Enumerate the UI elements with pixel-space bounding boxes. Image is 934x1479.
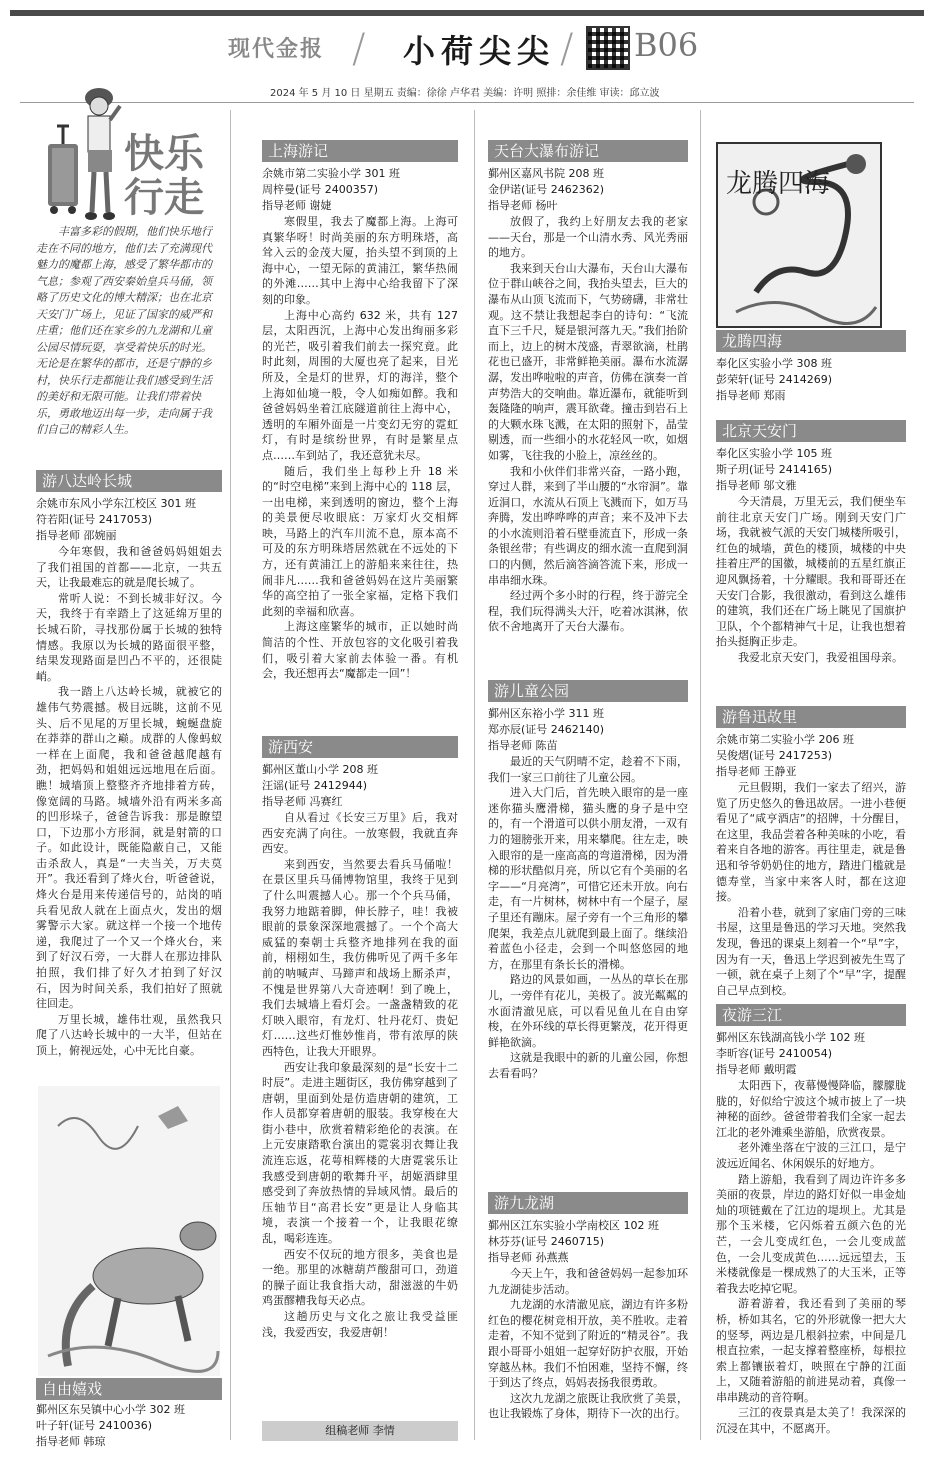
- page-number: B06: [634, 26, 699, 64]
- paragraph: 西安让我印象最深刻的是“长安十二时辰”。走进主题街区，我仿佛穿越到了唐朝，里面到处是仿造唐朝的建筑，工作人员都穿着唐朝的服装。我穿梭在大街小巷中，欣赏着精彩绝伦的表演。在上元安康踏歌台演出的霓裳羽衣舞让我流连忘返，花萼相辉楼的大唐霓裳乐让我感受到唐朝的歌舞升平，胡姬酒肆里感受到了奔放热情的异域风情。最后的压轴节目“高君长安”更是让人身临其境，表演一个接着一个，让我眼花缭乱，喝彩连连。: [262, 1060, 458, 1246]
- article-teacher: 指导老师 冯赛红: [262, 795, 343, 808]
- paragraph: 寒假里，我去了魔都上海。上海可真繁华呀！时尚美丽的东方明珠塔，高耸入云的金茂大厦，抬头望不到顶的上海中心，一望无际的黄浦江，繁华热闹的外滩……其中上海中心给我留下了深刻的印象。: [262, 215, 458, 306]
- paragraph: 随后，我们坐上每秒上升 18 米的“时空电梯”来到上海中心的 118 层，一出电梯，来到透明的窗边，整个上海的美景便尽收眼底：万家灯火交相辉映，马路上的汽车川流不息，原本高不可及的东方明珠塔居然就在不远处的下方，还有黄浦江上的游船来来往往，热闹非凡……我和爸爸妈妈在这片美丽繁华的高空拍了一张全家福，定格下我们此刻的幸福和欣喜。: [262, 464, 458, 618]
- article-title: 游西安: [262, 736, 458, 758]
- article-shanghai: [262, 140, 458, 720]
- article-title: 北京天安门: [716, 420, 906, 442]
- article-school: 余姚市第二实验小学 301 班: [262, 167, 400, 180]
- intro-text: 丰富多彩的假期，他们快乐地行走在不同的地方，他们去了充满现代魅力的魔都上海，感受了繁华都市的气息；参观了西安秦始皇兵马俑，领略了历史文化的博大精深；也在北京天安门广场上，见证了国家的威严和庄重；他们还在家乡的九龙湖和儿童公园尽情玩耍，享受着快乐的时光。无论是在繁华的都市，还是宁静的乡村，快乐行走都能让我们感受到生活的美好和无限可能。让我们带着快乐，勇敢地迈出每一步，走向属于我们自己的精彩人生。: [36, 225, 212, 436]
- article-school: 余姚市第二实验小学 206 班: [716, 733, 854, 746]
- article-title: 游儿童公园: [488, 680, 688, 702]
- article-student: 符若阳(证号 2417053): [36, 513, 153, 526]
- article-title: 游鲁迅故里: [716, 706, 906, 728]
- artwork-student: 叶子轩(证号 2410036): [36, 1419, 153, 1432]
- header-rule: [20, 102, 914, 103]
- paragraph: 西安不仅玩的地方很多，美食也是一绝。那里的冰糖葫芦酸甜可口，劲道的臊子面让我食指大动，甜滋滋的牛奶鸡蛋醪糟我每天必点。: [262, 1247, 458, 1308]
- paragraph: 踏上游船，我看到了周边许许多多美丽的夜景，岸边的路灯好似一串金灿灿的项链戴在了江边的堤坝上。尤其是那个玉米楼，它闪烁着五颜六色的光芒，一会儿变成红色，一会儿变成蓝色，一会儿变成黄色……远远望去，玉米楼就像是一棵成熟了的大玉米，正等着我去吃掉它呢。: [716, 1172, 906, 1295]
- article-student: 郑亦辰(证号 2462140): [488, 723, 605, 736]
- masthead-divider: /: [352, 26, 366, 72]
- editor-credit: 组稿老师 李情: [262, 1421, 458, 1441]
- paragraph: 游着游着，我还看到了美丽的琴桥，桥如其名，它的外形就像一把大大的竖琴，两边是几根斜拉索，中间是几根直拉索，一起支撑着整座桥，每根拉索上都镶嵌着灯，映照在宁静的江面上，又随着游船的前进晃动着，真像一串串跳动的音符啊。: [716, 1297, 906, 1404]
- paragraph: 今天清晨，万里无云，我们便坐车前往北京天安门广场。刚到天安门广场，我就被气派的天安门城楼所吸引，红色的城墙，黄色的楼顶，城楼的中央挂着庄严的国徽，城楼前的五星红旗正迎风飘扬着，十分耀眼。我和哥哥还在天安门合影，我很激动，看到这么雄伟的建筑，我们还在广场上眺见了国旗护卫队，个个都精神气十足，让我也想着抬头挺胸正步走。: [716, 495, 906, 649]
- paragraph: 万里长城，雄伟壮观，虽然我只爬了八达岭长城中的一大半，但站在顶上，俯视远处，心中无比自豪。: [36, 1012, 222, 1057]
- top-rule: [10, 10, 924, 16]
- article-teacher: 指导老师 王静亚: [716, 765, 797, 778]
- article-ertong: [488, 680, 688, 1180]
- article-school: 鄞州区东裕小学 311 班: [488, 707, 604, 720]
- article-title: 天台大瀑布游记: [488, 140, 688, 162]
- artwork-school: 奉化区实验小学 308 班: [716, 357, 832, 370]
- article-xian: [262, 736, 458, 1416]
- masthead-divider: /: [560, 26, 574, 72]
- article-teacher: 指导老师 杨叶: [488, 199, 558, 212]
- article-sanjiang: [716, 1004, 906, 1442]
- article-student: 汪谣(证号 2412944): [262, 779, 368, 792]
- article-title: 上海游记: [262, 140, 458, 162]
- article-school: 鄞州区江东实验小学南校区 102 班: [488, 1219, 659, 1232]
- girl-with-suitcase-illustration: [44, 76, 130, 226]
- paragraph: 这次九龙湖之旅既让我欣赏了美景，也让我锻炼了身体，期待下一次的出行。: [488, 1391, 688, 1421]
- paragraph: 三江的夜景真是太美了！我深深的沉浸在其中，不愿离开。: [716, 1406, 906, 1436]
- paragraph: 最近的天气阴晴不定，趁着不下雨，我们一家三口前往了儿童公园。: [488, 755, 688, 784]
- paragraph: 老外滩坐落在宁波的三江口，是宁波远近闻名、休闲娱乐的好地方。: [716, 1141, 906, 1170]
- paragraph: 九龙湖的水清澈见底，湖边有许多粉红色的樱花树竞相开放，美不胜收。走着走着，不知不觉到了附近的“精灵谷”。我跟小哥哥小姐姐一起穿好防护衣服，开始穿越丛林。我们不怕困难，坚持不懈，终于到达了终点，妈妈表扬我很勇敢。: [488, 1298, 688, 1390]
- column-divider: [474, 110, 475, 1440]
- paragraph: 上海中心高约 632 米，共有 127 层，太阳西沉，上海中心发出绚丽多彩的光芒，吸引着我们前去一探究竟。此时此刻，周围的大厦也亮了起来，目光所及，全是灯的世界，灯的海洋，整个上海如仙境一般，令人如痴如醉。我和爸爸妈妈坐着江底隧道前往上海中心，透明的车厢外面是一片变幻无穷的霓虹灯，有时是缤纷世界，有时是繁星点点……车到站了，我还意犹未尽。: [262, 308, 458, 462]
- article-jiulonghu: [488, 1192, 688, 1442]
- artwork-ziyou: [36, 1378, 222, 1448]
- article-title: 游九龙湖: [488, 1192, 688, 1214]
- issue-info: 2024 年 5 月 10 日 星期五 责编：徐徐 卢华君 美编：许明 照排：余佳维 审读：邱立波: [270, 88, 660, 99]
- article-luxun: [716, 706, 906, 996]
- article-school: 鄞州区嘉风书院 208 班: [488, 167, 604, 180]
- article-student: 李昕容(证号 2410054): [716, 1047, 833, 1060]
- newspaper-brand: 现代金报: [228, 36, 325, 62]
- article-title: 游八达岭长城: [36, 470, 222, 492]
- paragraph: 我来到天台山大瀑布，天台山大瀑布位于群山峡谷之间，我抬头望去，巨大的瀑布从山顶飞流而下，气势磅礴，非常壮观。这不禁让我想起李白的诗句：“飞流直下三千尺，疑是银河落九天。”我们抬阶而上，边上的树木茂盛，青翠欲滴，杜鹃花也已盛开，非常鲜艳美丽。瀑布水流潺潺，发出哗啦啦的声音，仿佛在演奏一首声势浩大的交响曲。靠近瀑布，就能听到轰隆隆的响声，震耳欲聋。撞击到岩石上的大颗水珠飞溅，在太阳的照射下，晶莹剔透，而一些细小的水花轻风一吹，如烟如雾，飞往我的小脸上，凉丝丝的。: [488, 261, 688, 462]
- article-student: 金伊诺(证号 2462362): [488, 183, 605, 196]
- paragraph: 今天上午，我和爸爸妈妈一起参加环九龙湖徒步活动。: [488, 1267, 688, 1296]
- paragraph: 放假了，我约上好朋友去我的老家——天台，那是一个山清水秀、风光秀丽的地方。: [488, 215, 688, 260]
- artwork-teacher: 指导老师 郑雨: [716, 389, 786, 402]
- artwork-student: 彭荣轩(证号 2414269): [716, 373, 833, 386]
- article-teacher: 指导老师 谢婕: [262, 199, 332, 212]
- paragraph: 经过两个多小时的行程，终于游完全程，我们玩得满头大汗，吃着冰淇淋，依依不舍地离开了天台大瀑布。: [488, 589, 688, 634]
- article-teacher: 指导老师 邵婉丽: [36, 529, 117, 542]
- paragraph: 这就是我眼中的新的儿童公园，你想去看看吗？: [488, 1051, 688, 1080]
- artwork-school: 鄞州区东吴镇中心小学 302 班: [36, 1403, 185, 1416]
- section-title: 小荷尖尖: [403, 32, 556, 70]
- column-divider: [700, 110, 701, 1440]
- artwork-longteng: [716, 330, 906, 410]
- lizard-drawing: [38, 1086, 220, 1376]
- article-tiantai: [488, 140, 688, 670]
- article-school: 奉化区实验小学 105 班: [716, 447, 832, 460]
- article-student: 林芬芬(证号 2460715): [488, 1235, 605, 1248]
- paragraph: 这趟历史与文化之旅让我受益匪浅，我爱西安，我爱唐朝！: [262, 1310, 458, 1339]
- article-badaling: [36, 470, 222, 1100]
- intro-title: 快乐行走: [124, 130, 204, 221]
- article-student: 周梓曼(证号 2400357): [262, 183, 379, 196]
- article-teacher: 指导老师 邬文雅: [716, 479, 797, 492]
- paragraph: 来到西安，当然要去看兵马俑啦！在景区里兵马俑博物馆里，我终于见到了什么叫震撼人心。那一个个兵马俑，我努力地踮着脚，伸长脖子，哇！我被眼前的景象深深地震撼了。一个个高大威猛的秦朝士兵整齐地排列在我的面前，栩栩如生，我仿佛听见了两千多年前的呐喊声、马蹄声和战场上厮杀声，不愧是世界第八大奇迹啊！到了晚上，我们去城墙上看灯会。一盏盏精致的花灯映入眼帘，有龙灯、牡丹花灯、贵妃灯……这些灯惟妙惟肖，带有浓厚的陕西特色，让我大开眼界。: [262, 857, 458, 1058]
- article-teacher: 指导老师 戴明霞: [716, 1063, 797, 1076]
- paragraph: 路边的风景如画，一丛丛的草长在那儿，一旁伴有花儿，美极了。波光粼粼的水面清澈见底，可以看见鱼儿在自由穿梭，在外环线的草长得更繁茂，花开得更鲜艳欲滴。: [488, 973, 688, 1049]
- paragraph: 上海这座繁华的城市，正以她时尚简洁的个性、开放包容的文化吸引着我们，吸引着大家前去体验一番。有机会，我还想再去“魔都走一回”！: [262, 620, 458, 681]
- paragraph: 我和小伙伴们非常兴奋，一路小跑，穿过人群，来到了半山腰的“水帘洞”。靠近洞口，水流从石顶上飞溅而下，如万马奔腾，发出哗哗哗的声音；来不及冲下去的小水流则沿着石壁垂流直下，形成一条条银丝带；有些调皮的细水流一直爬到洞口的内侧，然后滴答滴答流下来，形成一串串细水珠。: [488, 464, 688, 587]
- qr-code-icon: [586, 26, 630, 70]
- article-school: 余姚市东风小学东江校区 301 班: [36, 497, 196, 510]
- article-teacher: 指导老师 孙燕燕: [488, 1251, 569, 1264]
- paragraph: 我一踏上八达岭长城，就被它的雄伟气势震撼。极目远眺，这前不见头、后不见尾的万里长城，蜿蜒盘旋在莽莽的群山之巅。成群的人像蚂蚁一样在上面爬，我和爸爸越爬越有劲，把妈妈和姐姐远远地甩在后面。瞧！城墙顶上整整齐齐地排着方砖，像宽阔的马路。城墙外沿有两米多高的凹形垛子，爸爸告诉我：那是瞭望口，下边那小方形洞，就是射箭的口子。如此设计，既能隐蔽自己，又能击杀敌人，真是“一夫当关，万夫莫开”。我还看到了烽火台，听爸爸说，烽火台是用来传递信号的，站岗的哨兵看见敌人就在上面点火，发出的烟雾警示大家。就这样一个接一个地传递，我爬过了一个又一个烽火台，来到了好汉石旁，一大群人在那边排队拍照，我们排了好久才拍到了好汉石，因为时间关系，我们拍好了照就往回走。: [36, 685, 222, 1011]
- paragraph: 元旦假期，我们一家去了绍兴，游览了历史悠久的鲁迅故居。一进小巷便看见了“咸亨酒店”的招牌，十分醒目，在这里，我品尝着各种美味的小吃，看着来自各地的游客。再往里走，就是鲁迅和爷爷奶奶住的地方，踏进门槛就是德寿堂，当家中来客人时，都在这迎接。: [716, 781, 906, 904]
- paragraph: 太阳西下，夜幕慢慢降临，朦朦胧胧的，好似给宁波这个城市披上了一块神秘的面纱。爸爸带着我们全家一起去江北的老外滩乘坐游船，欣赏夜景。: [716, 1079, 906, 1139]
- artwork-teacher: 指导老师 韩琼: [36, 1435, 106, 1448]
- paragraph: 今年寒假，我和爸爸妈妈姐姐去了我们祖国的首都——北京，一共五天，让我最难忘的就是爬长城了。: [36, 545, 222, 590]
- article-title: 夜游三江: [716, 1004, 906, 1026]
- paragraph: 自从看过《长安三万里》后，我对西安充满了向往。一放寒假，我就直奔西安。: [262, 811, 458, 856]
- artwork-title: 自由嬉戏: [36, 1378, 222, 1400]
- paragraph: 沿着小巷，就到了家庙门旁的三味书屋，这里是鲁迅的学习天地。突然我发现，鲁迅的课桌上刻着一个“早”字，因为有一天，鲁迅上学迟到被先生骂了一顿，就在桌子上刻了个“早”字，提醒自己早点到校。: [716, 905, 906, 997]
- article-teacher: 指导老师 陈苗: [488, 739, 558, 752]
- article-student: 吴俊熠(证号 2417253): [716, 749, 833, 762]
- column-divider: [230, 110, 231, 1440]
- article-school: 鄞州区东钱湖高钱小学 102 班: [716, 1031, 865, 1044]
- article-student: 斯子玥(证号 2414165): [716, 463, 833, 476]
- artwork-title: 龙腾四海: [716, 330, 906, 352]
- dragon-artwork: [716, 142, 882, 328]
- paragraph: 进入大门后，首先映入眼帘的是一座迷你猫头鹰滑梯，猫头鹰的身子是中空的，有一个滑道可以供小朋友滑，一双有力的翅膀张开来，用来攀爬。往左走，映入眼帘的是一座高高的弯道滑梯，因为滑梯的形状酷似月亮，所以它有个美丽的名字——“月亮湾”，可惜它还未开放。向右走，有一片树林，树林中有一个屋子，屋子里还有蹦床。屋子旁有一个三角形的攀爬架，我差点儿就爬到最上面了。继续沿着蓝色小径走，会到一个叫悠悠园的地方，在那里有条长长的滑梯。: [488, 786, 688, 971]
- artwork-calligraphy: 龙腾四海: [726, 169, 831, 199]
- paragraph: 常听人说：不到长城非好汉。今天，我终于有幸踏上了这延绵万里的长城石阶，寻找那份属于长城的独特情感。我原以为长城的路面很平整，结果发现路面是凹凸不平的，还很陡峭。: [36, 591, 222, 683]
- article-school: 鄞州区董山小学 208 班: [262, 763, 378, 776]
- paragraph: 我爱北京天安门，我爱祖国母亲。: [738, 650, 903, 664]
- article-tiananmen: [716, 420, 906, 670]
